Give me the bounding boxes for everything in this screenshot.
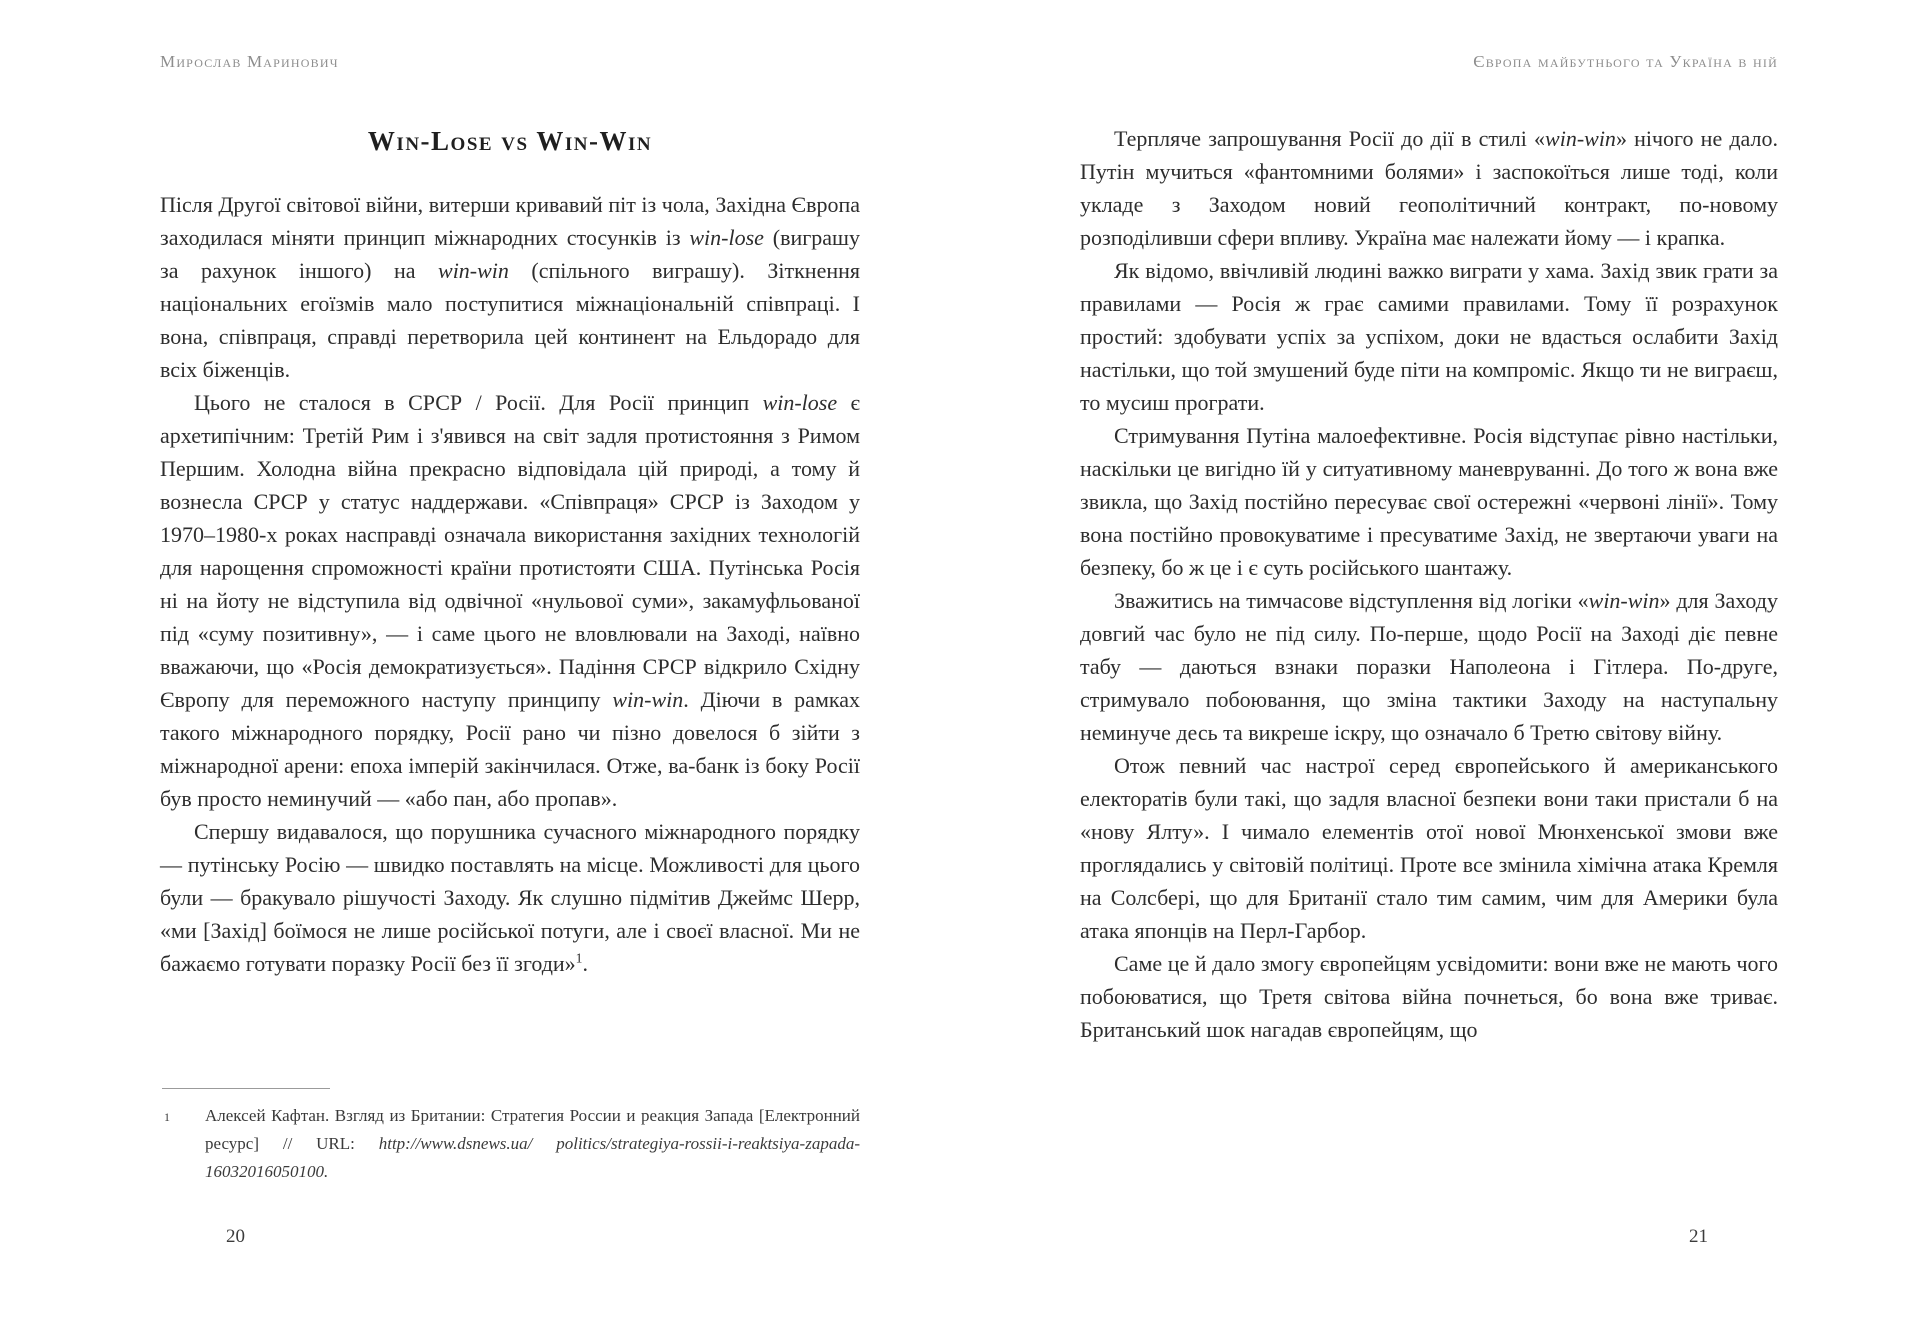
paragraph: Після Другої світової війни, витерши кривавий піт із чола, Західна Європа заходилася міняти принцип міжнародних стосунків із win-lose (виграшу за рахунок іншого) на win-win (спільного виграшу). Зіткнення національних егоїзмів мало поступитися міжнаціональній співпраці. І вона, співпраця, справді перетворила цей континент на Ельдорадо для всіх біженців. bbox=[160, 192, 861, 382]
right-page bbox=[1080, 0, 1778, 1325]
footnote-marker: 1 bbox=[164, 1110, 170, 1124]
footnote-separator bbox=[162, 1088, 330, 1089]
paragraph: Саме це й дало змогу європейцям усвідомити: вони вже не мають чого побоюватися, що Третя світова війна почнеться, бо вона вже триває. Британський шок нагадав європейцям, що bbox=[1080, 951, 1778, 1042]
left-body-text bbox=[160, 188, 860, 980]
running-header-book-title: Європа майбутнього та Україна в ній bbox=[1473, 52, 1778, 71]
footnote bbox=[160, 1102, 860, 1186]
right-body-text bbox=[1080, 122, 1778, 1046]
footnote-text: Алексей Кафтан. Взгляд из Британии: Стратегия России и реакция Запада [Електронний ресурс] // URL: http://www.dsnews.ua/ politics/strategiya-rossii-i-reaktsiya-zapada-16032016050100. bbox=[205, 1106, 860, 1181]
paragraph: Цього не сталося в СРСР / Росії. Для Росії принцип win-lose є архетипічним: Третій Рим і з'явився на світ задля протистояння з Римом Першим. Холодна війна прекрасно відповідала цій природі, а тому й вознесла СРСР у статус наддержави. «Співпраця» СРСР із Заходом у 1970–1980-х роках насправді означала використання західних технологій для нарощення спроможності країни протистояти США. Путінська Росія ні на йоту не відступила від одвічної «нульової суми», закамуфльованої під «суму позитивну», — і саме цього не вловлювали на Заході, наївно вважаючи, що «Росія демократизується». Падіння СРСР відкрило Східну Європу для переможного наступу принципу win-win. Діючи в рамках такого міжнародного порядку, Росії рано чи пізно довелося б зійти з міжнародної арени: епоха імперій закінчилася. Отже, ва-банк із боку Росії був просто неминучий — «або пан, або пропав». bbox=[160, 390, 860, 811]
running-header-author: Мирослав Маринович bbox=[160, 52, 339, 71]
paragraph: Отож певний час настрої серед європейського й американського електоратів були такі, що задля власної безпеки вони таки пристали б на «нову Ялту». І чимало елементів отої нової Мюнхенської змови вже проглядались у світовій політиці. Проте все змінила хімічна атака Кремля на Солсбері, що для Британії стало тим самим, чим для Америки була атака японців на Перл-Гарбор. bbox=[1080, 753, 1778, 943]
paragraph: Терпляче запрошування Росії до дії в стилі «win-win» нічого не дало. Путін мучиться «фантомними болями» і заспокоїться лише тоді, коли укладе з Заходом новий геополітичний контракт, по-новому розподіливши сфери впливу. Україна має належати йому — і крапка. bbox=[1080, 126, 1778, 250]
page-number-right: 21 bbox=[1689, 1226, 1708, 1247]
paragraph: Спершу видавалося, що порушника сучасного міжнародного порядку — путінську Росію — швидко поставлять на місце. Можливості для цього були — бракувало рішучості Заходу. Як слушно підмітив Джеймс Шерр, «ми [Захід] боїмося не лише російської потуги, але і своєї власної. Ми не бажаємо готувати поразку Росії без її згоди»$^1$. bbox=[160, 819, 860, 976]
paragraph: Зважитись на тимчасове відступлення від логіки «win-win» для Заходу довгий час було не під силу. По-перше, щодо Росії на Заході діє певне табу — даються взнаки поразки Наполеона і Гітлера. По-друге, стримувало побоювання, що зміна тактики Заходу на наступальну неминуче десь та викреше іскру, що означало б Третю світову війну. bbox=[1080, 588, 1778, 745]
paragraph: Стримування Путіна малоефективне. Росія відступає рівно настільки, наскільки це вигідно їй у ситуативному маневруванні. До того ж вона вже звикла, що Захід постійно пересуває свої остережні «червоні лінії». Тому вона постійно провокуватиме і пресуватиме Захід, не звертаючи уваги на безпеку, бо ж це і є суть російського шантажу. bbox=[1080, 423, 1778, 580]
page-number-left: 20 bbox=[226, 1226, 245, 1247]
chapter-title: Win-Lose vs Win-Win bbox=[367, 126, 653, 156]
paragraph: Як відомо, ввічливій людині важко виграти у хама. Захід звик грати за правилами — Росія ж грає самими правилами. Тому її розрахунок простий: здобувати успіх за успіхом, доки не вдасться ослабити Захід настільки, що той змушений буде піти на компроміс. Якщо ти не виграєш, то мусиш програти. bbox=[1080, 258, 1778, 415]
left-page bbox=[160, 0, 860, 1325]
